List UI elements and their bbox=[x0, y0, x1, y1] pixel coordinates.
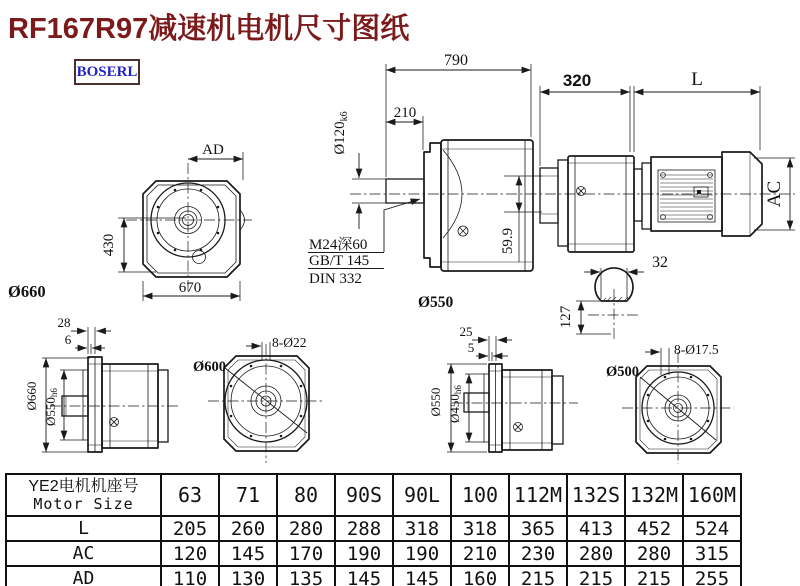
table-row-AD bbox=[6, 566, 741, 586]
col-header: 132M bbox=[625, 474, 683, 516]
cell: 365 bbox=[509, 516, 567, 541]
label-d600: Ø600 bbox=[193, 359, 227, 375]
note-tap: M24深60 bbox=[309, 237, 368, 253]
motor-size-table bbox=[5, 473, 742, 586]
shaft-section-view bbox=[558, 254, 668, 341]
cell: 215 bbox=[567, 566, 625, 586]
note-gbt145: GB/T 145 bbox=[309, 253, 370, 269]
dim-AC: AC bbox=[764, 180, 785, 208]
table-row-L bbox=[6, 516, 741, 541]
cell: 205 bbox=[161, 516, 219, 541]
main-assembly-view bbox=[308, 52, 795, 311]
dim-8-d17-5: 8-Ø17.5 bbox=[674, 342, 719, 357]
flange-face-view-large bbox=[193, 335, 324, 463]
cell: 215 bbox=[625, 566, 683, 586]
cell: 318 bbox=[393, 516, 451, 541]
side-view-flange-small bbox=[428, 324, 578, 452]
cell: 318 bbox=[451, 516, 509, 541]
cell: 135 bbox=[277, 566, 335, 586]
cell: 145 bbox=[219, 541, 277, 566]
page-title: RF167R97减速机电机尺寸图纸 bbox=[8, 13, 410, 45]
dim-8-d22: 8-Ø22 bbox=[272, 335, 307, 350]
dim-6: 6 bbox=[64, 332, 72, 347]
cell: 280 bbox=[567, 541, 625, 566]
cell: 215 bbox=[509, 566, 567, 586]
cell: 230 bbox=[509, 541, 567, 566]
gearbox-front-view bbox=[8, 142, 252, 301]
dim-d450h6: Ø450h6 bbox=[447, 385, 463, 423]
col-header: 90L bbox=[393, 474, 451, 516]
label-d500: Ø500 bbox=[606, 364, 640, 380]
cell: 452 bbox=[625, 516, 683, 541]
col-header: 90S bbox=[335, 474, 393, 516]
side-view-flange-large bbox=[24, 315, 180, 452]
col-header: 132S bbox=[567, 474, 625, 516]
dim-59-9: 59.9 bbox=[500, 227, 516, 255]
cell: 524 bbox=[683, 516, 741, 541]
dim-d550h6: Ø550h6 bbox=[43, 388, 59, 426]
cell: 280 bbox=[277, 516, 335, 541]
cell: 110 bbox=[161, 566, 219, 586]
table-row-AC bbox=[6, 541, 741, 566]
cell: 260 bbox=[219, 516, 277, 541]
dim-d660: Ø660 bbox=[24, 381, 39, 411]
cell: 130 bbox=[219, 566, 277, 586]
row-label: L bbox=[6, 516, 161, 541]
flange-face-view-small bbox=[606, 342, 734, 464]
dim-25: 25 bbox=[459, 324, 473, 339]
label-d550: Ø550 bbox=[418, 294, 454, 311]
dim-ad: AD bbox=[202, 142, 224, 158]
table-header-cn: YE2电机机座号 bbox=[28, 478, 139, 495]
dim-L: L bbox=[691, 69, 703, 90]
cell: 315 bbox=[683, 541, 741, 566]
row-label: AD bbox=[6, 566, 161, 586]
dim-430: 430 bbox=[101, 233, 117, 257]
col-header: 80 bbox=[277, 474, 335, 516]
cell: 160 bbox=[451, 566, 509, 586]
dim-5: 5 bbox=[467, 340, 475, 355]
cell: 210 bbox=[451, 541, 509, 566]
col-header: 71 bbox=[219, 474, 277, 516]
dim-790: 790 bbox=[444, 52, 468, 69]
col-header: 160M bbox=[683, 474, 741, 516]
dim-127: 127 bbox=[558, 305, 574, 329]
table-header-motor-size bbox=[6, 474, 161, 516]
table-header-row bbox=[6, 474, 741, 516]
cell: 255 bbox=[683, 566, 741, 586]
label-d660: Ø660 bbox=[8, 282, 46, 301]
note-din332: DIN 332 bbox=[309, 271, 362, 287]
dim-210: 210 bbox=[393, 105, 417, 121]
table-header-en: Motor Size bbox=[33, 495, 134, 513]
cell: 288 bbox=[335, 516, 393, 541]
hatching bbox=[597, 297, 634, 334]
dim-d550-2: Ø550 bbox=[428, 387, 443, 417]
col-header: 112M bbox=[509, 474, 567, 516]
cell: 190 bbox=[393, 541, 451, 566]
dim-320: 320 bbox=[562, 71, 592, 90]
cell: 145 bbox=[335, 566, 393, 586]
cell: 120 bbox=[161, 541, 219, 566]
cell: 280 bbox=[625, 541, 683, 566]
col-header: 63 bbox=[161, 474, 219, 516]
dim-670: 670 bbox=[178, 280, 202, 296]
dim-shaft-diameter: $Ø120_{k6}$ bbox=[332, 111, 350, 155]
cell: 145 bbox=[393, 566, 451, 586]
cell: 190 bbox=[335, 541, 393, 566]
row-label: AC bbox=[6, 541, 161, 566]
dim-32: 32 bbox=[652, 254, 668, 271]
boserl-logo-text: BOSERL bbox=[76, 63, 138, 80]
cell: 413 bbox=[567, 516, 625, 541]
cell: 170 bbox=[277, 541, 335, 566]
dim-28: 28 bbox=[57, 315, 71, 330]
col-header: 100 bbox=[451, 474, 509, 516]
